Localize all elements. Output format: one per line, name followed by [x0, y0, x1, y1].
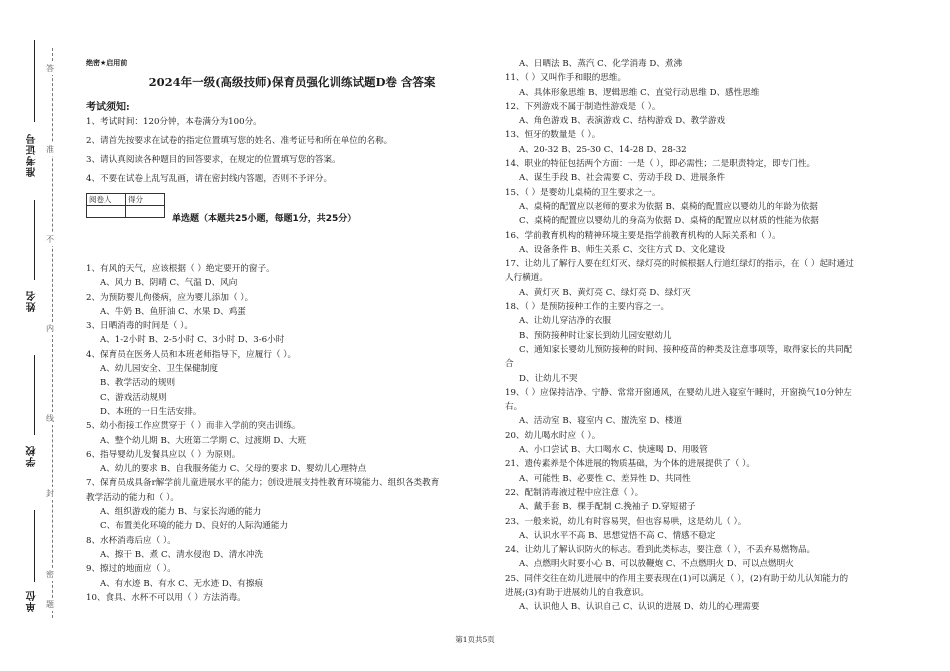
question-line: C、游戏活动规则 [100, 392, 167, 403]
question-line: 3、日晒消毒的时间是（ ）。 [86, 321, 194, 332]
question-line: A、设备条件 B、师生关系 C、交往方式 D、文化建设 [519, 244, 726, 255]
question-line: 2、为预防婴儿佝偻病，应为婴儿添加（ ）。 [86, 292, 254, 303]
question-line: 右。 [505, 402, 523, 413]
question-line: A、整个幼儿期 B、大班第二学期 C、过渡期 D、大班 [100, 435, 307, 446]
question-line: 22、配制消毒液过程中应注意（ ）。 [505, 487, 644, 498]
unit-line [34, 510, 35, 582]
question-line: C、通知家长婴幼儿预防接种的时间、接种疫苗的种类及注意事项等，取得家长的共同配 [519, 344, 853, 355]
page-footer: 第1页共5页 [455, 635, 495, 644]
question-line: 7、保育员成具备r解学前儿童进展水平的能力；创设进展支持性教育环境能力、组织各类教育 [86, 478, 440, 489]
score-table [86, 193, 165, 218]
question-line: A、认识水平不高 B、思想觉悟不高 C、情感不稳定 [519, 530, 716, 541]
question-line: A、具体形象思维 B、逻辑思维 C、直觉行动思维 D、感性思维 [519, 87, 760, 98]
exam-title: 2024年一级(高级技师)保育员强化训练试题D卷 含答案 [148, 75, 436, 89]
question-line: 19、（ ）应保持洁净、宁静、常常开窗通风，在婴幼儿进入寝室午睡时，开窗换气10分钟左 [505, 387, 852, 398]
question-line: A、小口尝试 B、大口喝水 C、快速喝 D、用吸管 [519, 445, 708, 456]
note-item: 1、考试时间：120分钟，本卷满分为100分。 [86, 117, 262, 127]
exam-number-line [34, 40, 35, 122]
question-line: A、擦干 B、煮 C、清水侵泡 D、清水冲洗 [100, 549, 264, 560]
left-question-column [86, 262, 498, 605]
question-line: 9、擦过的地面应（ ）。 [86, 564, 176, 575]
question-line: B、预防接种时让家长到幼儿园安慰幼儿 [519, 330, 672, 341]
question-line: 5、幼小衔接工作应贯穿于（ ）而非入学前的突击训练。 [86, 421, 301, 432]
question-line: 进展;(3)有助于进展幼儿的自我意识。 [505, 587, 649, 598]
question-line: 25、同伴交往在幼儿进展中的作用主要表现在(1)可以满足（ ），(2)有助于幼儿认知能力的 [505, 573, 849, 584]
note-item: 2、请首先按要求在试卷的指定位置填写您的姓名、准考证号和所在单位的名称。 [86, 136, 393, 146]
seal-mark: 封 [46, 489, 54, 498]
question-line: 人行横道。 [505, 273, 548, 284]
seal-mark: 线 [46, 414, 54, 423]
score-header: 得分 [126, 194, 165, 206]
question-line: A、认识他人 B、认识自己 C、认识的进展 D、幼儿的心理需要 [519, 602, 760, 613]
question-line: 13、恒牙的数量是（ ）。 [505, 130, 601, 141]
seal-mark: 内 [46, 324, 54, 333]
question-line: 23、一般来说，幼儿有时容易哭，但也容易哄，这是幼儿（ ）。 [505, 516, 747, 527]
question-line: A、牛奶 B、鱼肝油 C、水果 D、鸡蛋 [100, 306, 246, 317]
label-unit: 单位 [27, 590, 38, 612]
exam-notes [86, 113, 496, 189]
note-item: 4、不要在试卷上乱写乱画，请在密封线内答题，否则不予评分。 [86, 174, 333, 184]
question-line: C、布置美化环境的能力 D、良好的人际沟通能力 [100, 521, 289, 532]
seal-mark: 题 [46, 600, 54, 609]
question-line: 15、（ ）是婴幼儿桌椅的卫生要求之一。 [505, 187, 661, 198]
question-line: A、组织游戏的能力 B、与家长沟通的能力 [100, 507, 262, 518]
label-exam-number: 准考证号 [27, 133, 38, 177]
question-line: 18、（ ）是预防接种工作的主要内容之一。 [505, 302, 670, 313]
question-line: 24、让幼儿了解认识防火的标志。看到此类标志，要注意（ ），不丢弃易燃物品。 [505, 545, 816, 556]
question-line: A、幼儿的要求 B、自我服务能力 C、父母的要求 D、婴幼儿心理特点 [100, 464, 367, 475]
question-line: A、戴手套 B、棵手配制 C.挽袖子 D.穿短裙子 [519, 502, 696, 513]
question-line: D、本班的一日生活安排。 [100, 406, 202, 417]
seal-mark: 准 [46, 145, 54, 154]
question-line: A、桌椅的配置应以老师的要求为依据 B、桌椅的配置应以婴幼儿的年龄为依据 [519, 201, 818, 212]
question-line: A、有水迹 B、有水 C、无水迹 D、有擦痕 [100, 578, 264, 589]
question-line: A、1-2小时 B、2-5小时 C、3小时 D、3-6小时 [100, 335, 285, 346]
section-title: 单选题（本题共25小题，每题1分，共25分） [172, 214, 357, 224]
school-line [34, 355, 35, 435]
question-line: A、角色游戏 B、表演游戏 C、结构游戏 D、教学游戏 [519, 116, 726, 127]
question-line: A、可能性 B、必要性 C、差异性 D、共同性 [519, 473, 691, 484]
seal-mark: 答 [46, 64, 54, 73]
question-line: 16、学前教育机构的精神环境主要是指学前教育机构的人际关系和（ ）。 [505, 230, 781, 241]
question-line: 10、食具、水杯不可以用（ ）方法消毒。 [86, 592, 246, 603]
question-line: 6、指导婴幼儿发餐具应以（ ）为原则。 [86, 449, 241, 460]
seal-mark: 密 [46, 570, 54, 579]
question-line: 合 [505, 359, 514, 370]
question-line: 4、保育员在医务人员和本班老师指导下，应履行（ ）。 [86, 349, 297, 360]
question-line: C、桌椅的配置应以婴幼儿的身高为依据 D、桌椅的配置应以材质的性能为依据 [519, 216, 819, 227]
question-line: 20、幼儿喝水时应（ ）。 [505, 430, 601, 441]
name-line [34, 200, 35, 280]
notes-title: 考试须知: [86, 102, 130, 113]
binding-margin [0, 0, 78, 671]
question-line: A、20-32 B、25-30 C、14-28 D、28-32 [519, 144, 687, 155]
question-line: 11、（ ）又叫作手和眼的思维。 [505, 73, 627, 84]
question-line: A、谋生手段 B、社会需要 C、劳动手段 D、进展条件 [519, 173, 726, 184]
question-line: 21、遗传素养是个体进展的物质基础，为个体的进展提供了（ ）。 [505, 459, 755, 470]
question-line: A、风力 B、阴晴 C、气温 D、风向 [100, 278, 238, 289]
note-item: 3、请认真阅读各种题目的回答要求，在规定的位置填写您的答案。 [86, 155, 341, 165]
question-line: A、让幼儿穿洁净的衣服 [519, 316, 612, 327]
seal-mark: 不 [46, 235, 54, 244]
score-cell[interactable] [126, 206, 165, 218]
question-line: 教学活动的能力和（ ）。 [86, 492, 179, 503]
label-school: 学校 [27, 445, 38, 467]
question-line: 17、让幼儿了解行人要在红灯灭、绿灯亮的时候根据人行道红绿灯的指示，在（ ）起时通过 [505, 259, 854, 270]
secret-label: 绝密★启用前 [86, 59, 128, 67]
question-line: D、让幼儿不哭 [519, 373, 578, 384]
label-name: 姓名 [27, 290, 38, 312]
question-line: 14、职业的特征包括两个方面：一是（ ），即必需性；二是职责特定，即专门性。 [505, 159, 816, 170]
question-line: A、活动室 B、寝室内 C、盥洗室 D、楼道 [519, 416, 683, 427]
question-line: A、幼儿园安全、卫生保健制度 [100, 364, 218, 375]
question-line: 1、有风的天气，应该根据（ ）绝定要开的窗子。 [86, 264, 275, 274]
grader-header: 阅卷人 [87, 194, 126, 206]
question-line: A、黄灯灭 B、黄灯亮 C、绿灯亮 D、绿灯灭 [519, 287, 691, 298]
right-question-column [505, 57, 925, 615]
question-line: 12、下列游戏不属于制造性游戏是（ ）。 [505, 101, 661, 112]
question-line: 8、水杯消毒后应（ ）。 [86, 535, 176, 546]
grader-cell[interactable] [87, 206, 126, 218]
question-line: B、教学活动的规则 [100, 378, 176, 389]
question-line: A、日晒法 B、蒸汽 C、化学消毒 D、煮沸 [519, 59, 683, 69]
question-line: A、点燃明火时要小心 B、可以放鞭炮 C、不点燃明火 D、可以点燃明火 [519, 559, 794, 570]
